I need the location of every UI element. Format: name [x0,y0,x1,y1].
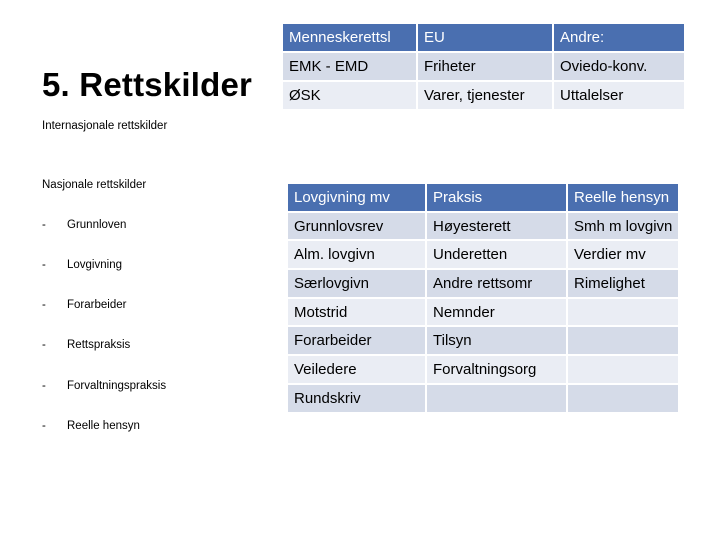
table-cell [567,326,679,355]
table-row [287,298,679,327]
table-cell [567,384,679,413]
table-cell: Verdier mv [567,240,679,269]
header-cell: Andre: [553,23,685,52]
table-cell: ØSK [282,81,417,110]
table-row [287,355,679,384]
table-cell: Høyesterett [426,212,567,241]
table-cell [567,298,679,327]
table-cell: Tilsyn [426,326,567,355]
table-cell: Grunnlovsrev [287,212,426,241]
table-cell: Alm. lovgivn [287,240,426,269]
table-cell: Friheter [417,52,553,81]
table-row [287,269,679,298]
table-row [287,212,679,241]
national-sources-label: Nasjonale rettskilder [42,179,147,191]
table-cell: Nemnder [426,298,567,327]
table-row [282,52,685,81]
international-sources-label: Internasjonale rettskilder [42,120,168,132]
table-header-row [287,183,679,212]
header-cell: Praksis [426,183,567,212]
slide-title: 5. Rettskilder [42,66,253,103]
table-cell: Andre rettsomr [426,269,567,298]
national-sources-table [286,182,680,414]
table-cell [567,355,679,384]
table-cell: Forvaltningsorg [426,355,567,384]
header-cell: Lovgivning mv [287,183,426,212]
header-cell: Reelle hensyn [567,183,679,212]
table-cell: Særlovgivn [287,269,426,298]
header-cell: EU [417,23,553,52]
table-cell: Smh m lovgivn [567,212,679,241]
table-row [287,384,679,413]
table-cell: Underetten [426,240,567,269]
table-cell: Rimelighet [567,269,679,298]
table-row [287,240,679,269]
table-cell: EMK - EMD [282,52,417,81]
table-cell: Veiledere [287,355,426,384]
table-cell: Motstrid [287,298,426,327]
table-cell: Varer, tjenester [417,81,553,110]
table-header-row [282,23,685,52]
table-cell: Rundskriv [287,384,426,413]
table-row [287,326,679,355]
table-cell [426,384,567,413]
table-cell: Oviedo-konv. [553,52,685,81]
international-sources-table [281,22,686,111]
table-cell: Uttalelser [553,81,685,110]
table-row [282,81,685,110]
header-cell: Menneskerettsl [282,23,417,52]
table-cell: Forarbeider [287,326,426,355]
